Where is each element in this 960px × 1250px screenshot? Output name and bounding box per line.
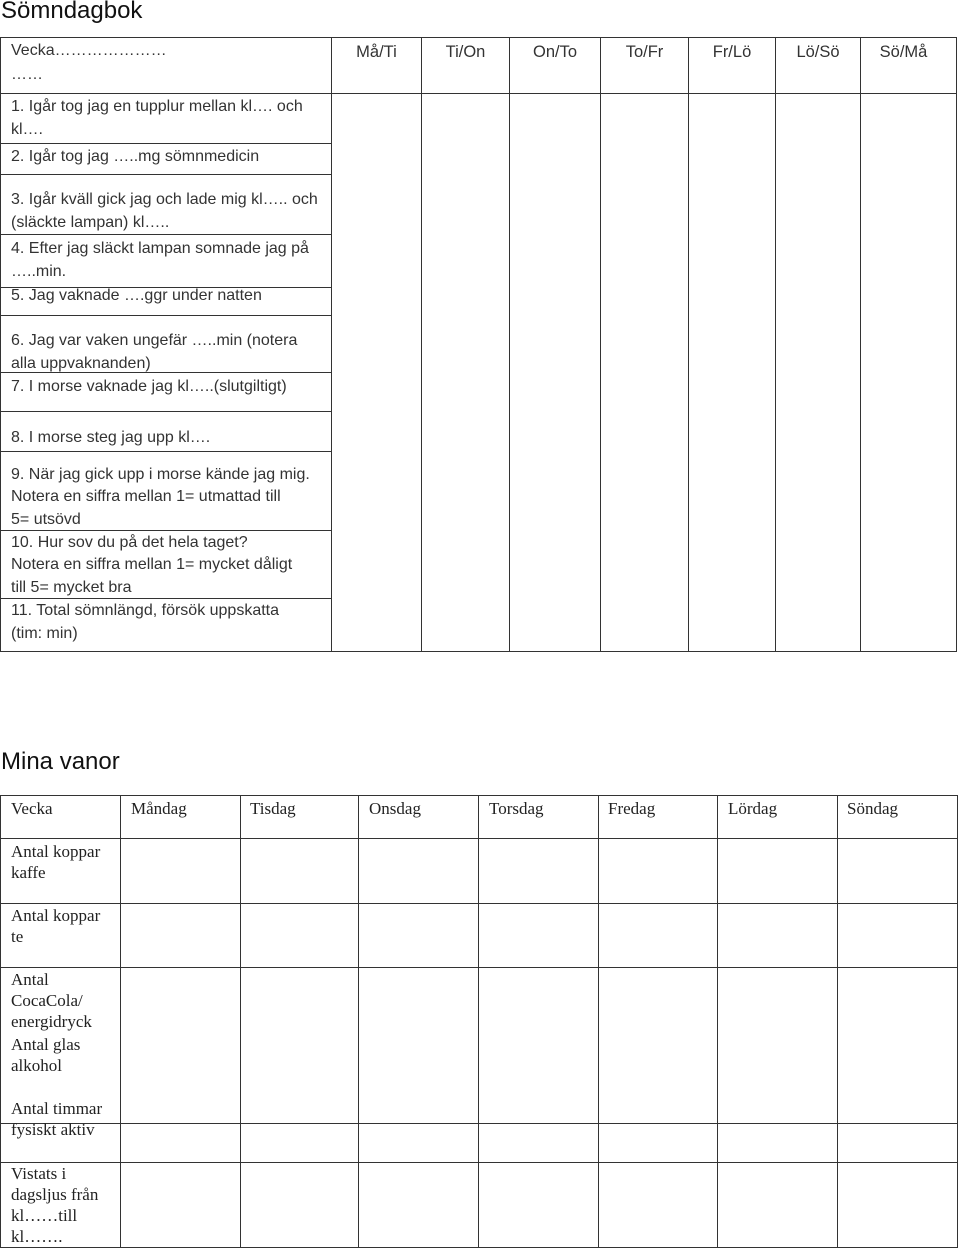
question-10-line-2: Notera en siffra mellan 1= mycket dåligt <box>11 556 293 573</box>
column-divider <box>837 796 838 1247</box>
habits-header-wednesday: Onsdag <box>369 799 421 818</box>
sleep-diary-table <box>0 37 957 652</box>
question-7: 7. I morse vaknade jag kl…..(slutgiltigt) <box>11 378 287 395</box>
row-label-soda-line-3: energidryck <box>11 1012 92 1031</box>
column-divider <box>717 796 718 1247</box>
question-6-line-1: 6. Jag var vaken ungefär …..min (notera <box>11 332 298 349</box>
day-header-on-to: On/To <box>532 43 578 61</box>
question-5: 5. Jag vaknade ….ggr under natten <box>11 287 262 304</box>
row-label-coffee-line-2: kaffe <box>11 863 46 882</box>
row-divider <box>1 838 957 839</box>
column-divider <box>775 38 776 651</box>
row-label-activity-line-2: fysiskt aktiv <box>11 1120 95 1139</box>
row-label-daylight-line-2: dagsljus från <box>11 1185 99 1204</box>
row-divider <box>1 143 331 144</box>
day-header-lo-so: Lö/Sö <box>796 43 840 61</box>
day-header-to-fr: To/Fr <box>625 43 664 61</box>
row-divider <box>1 967 957 968</box>
habits-header-tuesday: Tisdag <box>250 799 296 818</box>
question-2: 2. Igår tog jag …..mg sömnmedicin <box>11 148 260 165</box>
column-divider <box>478 796 479 1247</box>
row-label-tea: Antal koppar <box>11 906 101 925</box>
row-label-daylight-line-3: kl……till <box>11 1206 78 1225</box>
habits-header-sunday: Söndag <box>847 799 898 818</box>
row-divider <box>1 1162 957 1163</box>
row-divider <box>1 1123 957 1124</box>
row-divider <box>1 451 331 452</box>
row-label-soda: Antal <box>11 970 49 989</box>
column-divider <box>598 796 599 1247</box>
week-label-continuation: …… <box>11 66 43 83</box>
column-divider <box>509 38 510 651</box>
column-divider <box>120 796 121 1247</box>
column-divider <box>600 38 601 651</box>
habits-header-thursday: Torsdag <box>489 799 544 818</box>
question-10-line-1: 10. Hur sov du på det hela taget? <box>11 534 248 551</box>
row-divider <box>1 903 957 904</box>
habits-header-monday: Måndag <box>131 799 187 818</box>
day-header-fr-lo: Fr/Lö <box>712 43 752 61</box>
question-4-line-2: …..min. <box>11 263 67 280</box>
column-divider <box>421 38 422 651</box>
row-divider <box>1 315 331 316</box>
question-9-line-1: 9. När jag gick upp i morse kände jag mig. <box>11 466 310 483</box>
row-label-activity: Antal timmar <box>11 1099 103 1118</box>
row-divider <box>1 174 331 175</box>
row-label-coffee: Antal koppar <box>11 842 101 861</box>
question-1-line-2: kl…. <box>11 121 43 138</box>
row-label-alcohol-line-2: alkohol <box>11 1056 62 1075</box>
question-3-line-1: 3. Igår kväll gick jag och lade mig kl….. och <box>11 191 318 208</box>
question-9-line-3: 5= utsövd <box>11 511 81 528</box>
row-divider <box>1 411 331 412</box>
day-header-so-ma: Sö/Må <box>879 43 928 61</box>
row-label-daylight-line-4: kl……. <box>11 1227 63 1246</box>
row-divider <box>1 93 956 94</box>
day-header-ma-ti: Må/Ti <box>356 43 397 61</box>
sleep-diary-title: Sömndagbok <box>1 0 143 24</box>
question-9-line-2: Notera en siffra mellan 1= utmattad till <box>11 488 281 505</box>
column-divider <box>240 796 241 1247</box>
habits-title: Mina vanor <box>1 748 120 775</box>
week-label: Vecka………………… <box>11 42 167 59</box>
column-divider <box>688 38 689 651</box>
habits-header-week: Vecka <box>11 799 53 818</box>
column-divider <box>331 38 332 651</box>
question-1-line-1: 1. Igår tog jag en tupplur mellan kl…. och <box>11 98 303 115</box>
column-divider <box>860 38 861 651</box>
question-8: 8. I morse steg jag upp kl…. <box>11 429 211 446</box>
question-6-line-2: alla uppvaknanden) <box>11 355 151 372</box>
question-3-line-2: (släckte lampan) kl….. <box>11 214 170 231</box>
row-label-alcohol: Antal glas <box>11 1035 81 1054</box>
question-11-line-1: 11. Total sömnlängd, försök uppskatta <box>11 602 280 619</box>
question-11-line-2: (tim: min) <box>11 625 78 642</box>
row-divider <box>1 234 331 235</box>
column-divider <box>358 796 359 1247</box>
row-label-soda-line-2: CocaCola/ <box>11 991 83 1010</box>
habits-table <box>0 795 958 1248</box>
habits-header-saturday: Lördag <box>728 799 778 818</box>
habits-header-friday: Fredag <box>608 799 656 818</box>
row-label-tea-line-2: te <box>11 927 24 946</box>
day-header-ti-on: Ti/On <box>445 43 486 61</box>
row-label-daylight: Vistats i <box>11 1164 67 1183</box>
question-10-line-3: till 5= mycket bra <box>11 579 132 596</box>
question-4-line-1: 4. Efter jag släckt lampan somnade jag på <box>11 240 309 257</box>
